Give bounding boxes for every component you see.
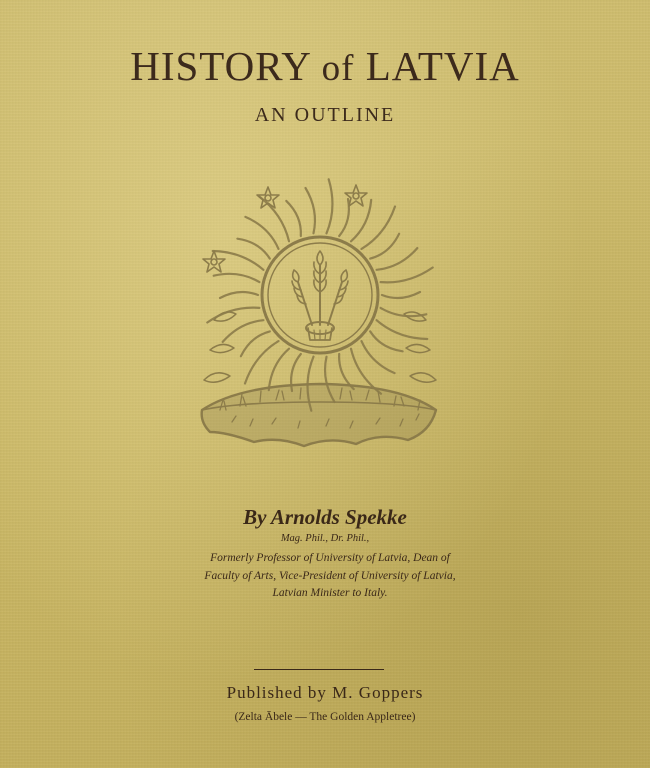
sun-ray xyxy=(370,331,402,351)
sun-ray xyxy=(223,320,264,342)
book-title xyxy=(0,40,650,95)
author-line: By Arnolds Spekke xyxy=(243,505,407,529)
title-latvia: LATVIA xyxy=(365,43,520,89)
sun-ray xyxy=(269,349,289,390)
sun-ray xyxy=(220,292,258,298)
book-subtitle: AN OUTLINE xyxy=(254,104,396,126)
sun-wheat-emblem-icon xyxy=(180,170,460,470)
bio-line: Formerly Professor of University of Latvia, Dean of xyxy=(210,552,450,564)
sun-ray xyxy=(327,179,333,233)
sun-ray xyxy=(377,248,418,270)
divider-rule xyxy=(254,669,384,670)
sun-ray xyxy=(362,207,396,249)
bio-line: Latvian Minister to Italy. xyxy=(272,587,388,599)
publisher-line: Published by M. Goppers xyxy=(226,683,424,702)
sun-ray xyxy=(245,217,278,249)
author-degrees: Mag. Phil., Dr. Phil., xyxy=(280,533,370,544)
sun-ray xyxy=(377,320,428,339)
sun-ray xyxy=(382,292,420,298)
sun-ray xyxy=(286,201,301,236)
bio-line: Faculty of Arts, Vice-President of University of Latvia, xyxy=(204,569,456,582)
author-bio xyxy=(150,550,510,603)
sun-ray xyxy=(381,268,433,283)
title-of: of xyxy=(321,48,355,89)
sun-ray xyxy=(362,341,395,373)
sun-ray xyxy=(351,200,371,241)
imprint-line: (Zelta Ābele — The Golden Appletree) xyxy=(234,711,416,723)
sun-ray xyxy=(214,274,260,282)
sun-ray xyxy=(245,341,279,383)
sun-ray xyxy=(339,199,349,236)
sun-ray xyxy=(237,239,269,259)
title-history: HISTORY xyxy=(130,43,311,89)
sun-ray xyxy=(306,188,315,233)
